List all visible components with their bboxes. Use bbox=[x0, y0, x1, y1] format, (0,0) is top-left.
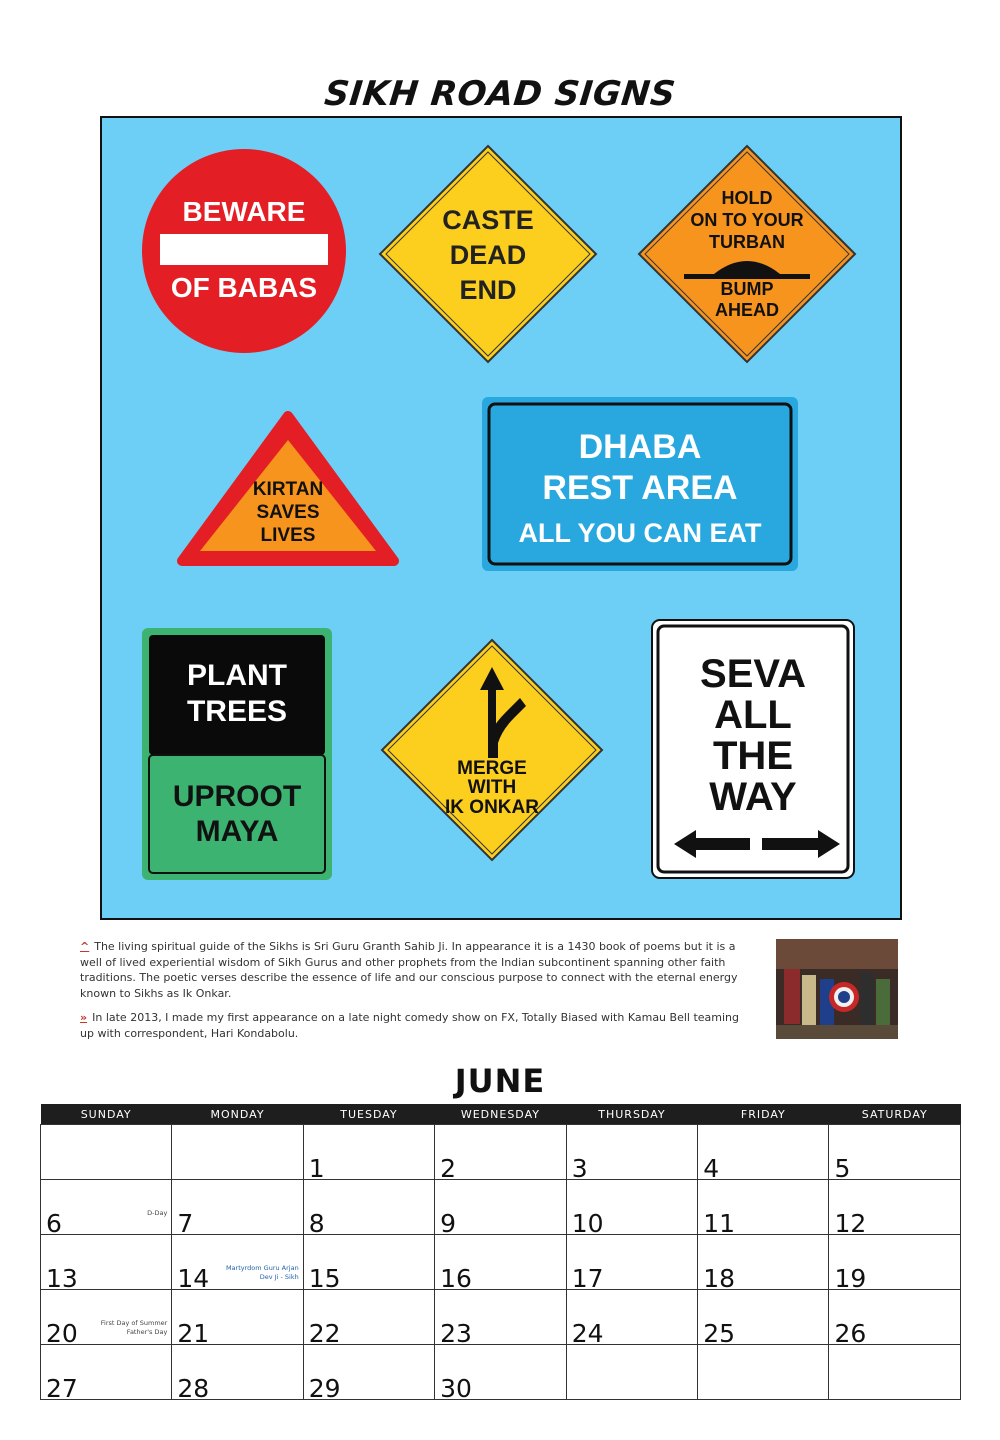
day-number: 25 bbox=[703, 1319, 735, 1348]
road-signs-panel bbox=[100, 116, 902, 920]
calendar-month-title: JUNE bbox=[454, 1062, 546, 1100]
calendar-week-row bbox=[41, 1180, 961, 1235]
calendar-day-cell bbox=[435, 1180, 567, 1238]
plant-trees-uproot-maya-sign bbox=[142, 628, 332, 880]
calendar-event bbox=[147, 1209, 167, 1218]
superhero-costume-photo bbox=[776, 939, 898, 1039]
calendar-day-cell bbox=[698, 1290, 829, 1348]
sign-text: WAY bbox=[709, 775, 797, 819]
footnote-text: In late 2013, I made my first appearance on a late night comedy show on FX, Totally Biased with Kamau Bell teaming up with correspondent, Hari Kondabolu. bbox=[80, 1011, 739, 1040]
sign-text: HOLD bbox=[721, 188, 773, 208]
sign-text: ALL bbox=[714, 693, 792, 737]
day-number: 6 bbox=[46, 1209, 62, 1238]
calendar-day-cell bbox=[172, 1125, 303, 1180]
day-number: 17 bbox=[571, 1264, 604, 1293]
day-number: 27 bbox=[46, 1374, 78, 1403]
calendar-week-row bbox=[41, 1235, 961, 1290]
calendar-day-cell bbox=[41, 1235, 172, 1293]
weekday-header: THURSDAY bbox=[566, 1104, 697, 1125]
calendar-event-line: First Day of Summer bbox=[100, 1319, 168, 1327]
calendar-day-cell bbox=[172, 1235, 303, 1293]
kirtan-saves-lives-sign bbox=[182, 416, 394, 561]
footnotes bbox=[80, 939, 744, 1050]
calendar-event-line: D-Day bbox=[147, 1209, 168, 1217]
day-number: 20 bbox=[46, 1319, 78, 1348]
caste-dead-end-sign bbox=[380, 146, 596, 362]
day-number: 26 bbox=[834, 1319, 867, 1348]
calendar-day-cell bbox=[303, 1180, 434, 1238]
day-number: 7 bbox=[177, 1209, 194, 1238]
sign-text: THE bbox=[713, 734, 793, 778]
calendar-day-cell bbox=[41, 1125, 172, 1180]
sign-text: AHEAD bbox=[714, 300, 780, 320]
weekday-header: TUESDAY bbox=[303, 1104, 434, 1125]
calendar-event-line: Dev Ji - Sikh bbox=[259, 1273, 299, 1281]
calendar-day-cell bbox=[435, 1235, 567, 1293]
calendar-grid bbox=[40, 1104, 961, 1403]
calendar-day-cell bbox=[829, 1235, 961, 1293]
sign-text: MAYA bbox=[195, 815, 279, 848]
sign-text: MERGE bbox=[457, 758, 527, 779]
sign-text: REST AREA bbox=[542, 469, 738, 507]
seva-all-the-way-sign bbox=[652, 620, 854, 878]
day-number: 14 bbox=[177, 1264, 210, 1293]
calendar-day-cell bbox=[566, 1180, 697, 1238]
calendar-day-cell bbox=[303, 1345, 434, 1403]
day-number: 5 bbox=[834, 1154, 851, 1183]
sign-text: WITH bbox=[467, 777, 517, 798]
day-number: 18 bbox=[703, 1264, 735, 1293]
day-number: 2 bbox=[440, 1154, 457, 1183]
calendar-event-line: Martyrdom Guru Arjan bbox=[225, 1264, 299, 1272]
sign-text: TURBAN bbox=[709, 232, 785, 252]
calendar-day-cell bbox=[829, 1125, 961, 1183]
sign-text: END bbox=[459, 275, 517, 305]
weekday-header: WEDNESDAY bbox=[435, 1104, 567, 1125]
footnote-text: The living spiritual guide of the Sikhs is Sri Guru Granth Sahib Ji. In appearance it is a 1430 book of poems but it is a well of lived experiential wisdom of Sikh Gurus and other prophets from the Indian subcontinent spanning other faith traditions. The poetic verses describe the essence of life and our conscious purpose to connect with the eternal energy known to Sikhs as Ik Onkar. bbox=[80, 940, 738, 1000]
weekday-header: MONDAY bbox=[172, 1104, 303, 1125]
day-number: 22 bbox=[308, 1319, 341, 1348]
sign-text: DHABA bbox=[578, 428, 702, 466]
sign-text: CASTE bbox=[442, 205, 534, 235]
calendar-event bbox=[226, 1264, 299, 1282]
calendar-day-cell bbox=[698, 1180, 829, 1238]
calendar-day-cell bbox=[829, 1290, 961, 1348]
footnote bbox=[80, 1010, 744, 1041]
day-number: 12 bbox=[834, 1209, 867, 1238]
sign-text: PLANT bbox=[187, 659, 287, 692]
day-number: 1 bbox=[308, 1154, 325, 1183]
day-number: 9 bbox=[440, 1209, 457, 1238]
calendar-day-cell bbox=[435, 1125, 567, 1183]
day-number: 4 bbox=[703, 1154, 720, 1183]
calendar-body bbox=[41, 1125, 961, 1403]
day-number: 28 bbox=[177, 1374, 210, 1403]
footnote-marker: » bbox=[80, 1011, 88, 1024]
page-title: SIKH ROAD SIGNS bbox=[322, 74, 678, 114]
day-number: 21 bbox=[177, 1319, 210, 1348]
sign-text: LIVES bbox=[260, 525, 316, 546]
day-number: 23 bbox=[440, 1319, 472, 1348]
calendar-week-row bbox=[41, 1290, 961, 1345]
calendar-day-cell bbox=[566, 1290, 697, 1348]
sign-text: OF BABAS bbox=[170, 272, 318, 303]
day-number: 24 bbox=[571, 1319, 604, 1348]
road-signs-illustration bbox=[102, 118, 900, 918]
calendar-week-row bbox=[41, 1345, 961, 1400]
sign-text: ALL YOU CAN EAT bbox=[518, 518, 762, 548]
footnote-marker: ^ bbox=[80, 940, 90, 953]
day-number: 13 bbox=[46, 1264, 78, 1293]
weekday-header: SATURDAY bbox=[829, 1104, 961, 1125]
sign-text: BUMP bbox=[720, 279, 774, 299]
calendar-event bbox=[101, 1319, 168, 1337]
calendar-day-cell bbox=[829, 1180, 961, 1238]
sign-text: SEVA bbox=[700, 652, 806, 696]
day-number: 15 bbox=[308, 1264, 341, 1293]
calendar-day-cell bbox=[829, 1345, 961, 1400]
sign-text: BEWARE bbox=[182, 196, 306, 227]
day-number: 19 bbox=[834, 1264, 867, 1293]
merge-with-ik-onkar-sign bbox=[382, 640, 602, 860]
day-number: 3 bbox=[571, 1154, 588, 1183]
day-number: 30 bbox=[440, 1374, 472, 1403]
calendar-day-cell bbox=[41, 1345, 172, 1403]
calendar-day-cell bbox=[303, 1235, 434, 1293]
weekday-header: SUNDAY bbox=[41, 1104, 172, 1125]
day-number: 16 bbox=[440, 1264, 472, 1293]
sign-text: IK ONKAR bbox=[445, 797, 539, 818]
calendar-day-cell bbox=[698, 1345, 829, 1400]
calendar-day-cell bbox=[435, 1290, 567, 1348]
calendar-day-cell bbox=[41, 1290, 172, 1348]
hold-turban-bump-sign bbox=[639, 146, 855, 362]
calendar-day-cell bbox=[172, 1180, 303, 1238]
calendar-day-cell bbox=[698, 1125, 829, 1183]
calendar-day-cell bbox=[303, 1125, 434, 1183]
day-number: 29 bbox=[308, 1374, 341, 1403]
sign-text: UPROOT bbox=[172, 780, 302, 813]
weekday-header-row bbox=[41, 1104, 961, 1125]
beware-of-babas-sign bbox=[142, 149, 346, 353]
day-number: 10 bbox=[571, 1209, 604, 1238]
sign-text: SAVES bbox=[256, 502, 320, 523]
calendar-day-cell bbox=[435, 1345, 567, 1403]
calendar-day-cell bbox=[698, 1235, 829, 1293]
weekday-header: FRIDAY bbox=[698, 1104, 829, 1125]
dhaba-rest-area-sign bbox=[482, 397, 798, 571]
day-number: 8 bbox=[308, 1209, 325, 1238]
calendar-day-cell bbox=[172, 1345, 303, 1403]
sign-text: DEAD bbox=[449, 240, 527, 270]
calendar-event-line: Father's Day bbox=[126, 1328, 168, 1336]
calendar-day-cell bbox=[172, 1290, 303, 1348]
day-number: 11 bbox=[703, 1209, 735, 1238]
calendar-day-cell bbox=[303, 1290, 434, 1348]
calendar-day-cell bbox=[566, 1345, 697, 1400]
sign-text: TREES bbox=[186, 695, 288, 728]
calendar-day-cell bbox=[566, 1125, 697, 1183]
sign-text: KIRTAN bbox=[252, 479, 324, 500]
calendar-day-cell bbox=[566, 1235, 697, 1293]
footnote bbox=[80, 939, 744, 1001]
calendar-day-cell bbox=[41, 1180, 172, 1238]
sign-text: ON TO YOUR bbox=[690, 210, 804, 230]
calendar-week-row bbox=[41, 1125, 961, 1180]
